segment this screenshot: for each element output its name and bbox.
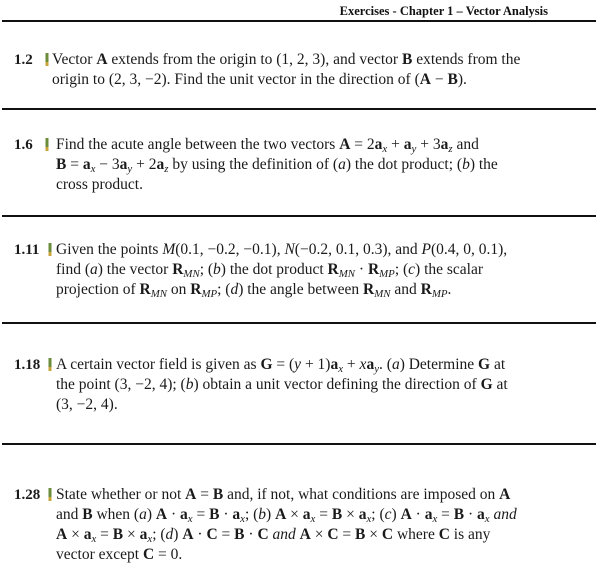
edit-marker-icon: [47, 243, 53, 256]
problem-number: 1.6: [14, 137, 33, 153]
problem-text: [52, 50, 520, 90]
problem-line: origin to (2, 3, −2). Find the unit vector in the direction of (A − B).: [52, 71, 467, 88]
problem-line: cross product.: [56, 176, 143, 193]
section-rule: [2, 443, 596, 445]
problem-line: Find the acute angle between the two vectors $A = 2a_x + a_y + 3a_z$ and: [56, 136, 479, 155]
problem-line: Vector A extends from the origin to (1, 2, 3), and vector B extends from the: [52, 51, 521, 68]
edit-marker-icon: [47, 488, 53, 501]
problem-text: [56, 240, 507, 300]
problem-number: 1.2: [14, 52, 33, 68]
problem-line: vector except C = 0.: [56, 546, 183, 563]
problem-number: 1.28: [14, 487, 41, 503]
problem-text: [56, 355, 508, 415]
problem-line: State whether or not A = B and, if not, what conditions are imposed on A: [56, 486, 511, 503]
problem-line: and B when (a) $A \cdot a_x = B \cdot a_x$; (b) $A \times a_x = B \times a_x$; (c) $A \cdot a_x = B \cdot a_x$ and: [56, 506, 517, 525]
problem-text: [56, 485, 517, 565]
problem-text: [56, 135, 498, 195]
problem-number: 1.11: [14, 242, 40, 258]
problem-line: (3, −2, 4).: [56, 396, 118, 413]
edit-marker-icon: [44, 53, 50, 66]
edit-marker-icon: [44, 138, 50, 151]
problem-line: $B = a_x - 3a_y + 2a_z$ by using the definition of (a) the dot product; (b) the: [56, 156, 498, 175]
edit-marker-icon: [47, 358, 53, 371]
page-header: Exercises - Chapter 1 – Vector Analysis: [339, 4, 548, 18]
problem-number: 1.18: [14, 357, 41, 373]
problem-line: the point (3, −2, 4); (b) obtain a unit vector defining the direction of G at: [56, 376, 508, 393]
section-rule: [2, 108, 596, 110]
section-rule: [2, 322, 596, 324]
section-rule: [2, 215, 596, 217]
problem-line: A certain vector field is given as $G = (y + 1)a_x + xa_y$. (a) Determine G at: [56, 356, 506, 375]
problem-line: $A \times a_x = B \times a_x$; (d) A · C = B · C and A × C = B × C where C is any: [56, 526, 491, 545]
problem-line: Given the points M(0.1, −0.2, −0.1), N(−0.2, 0.1, 0.3), and P(0.4, 0, 0.1),: [56, 241, 508, 258]
problem-line: find (a) the vector $R_{MN}$; (b) the dot product $R_{MN} \cdot R_{MP}$; (c) the scalar: [56, 261, 484, 280]
header-rule: [2, 20, 596, 22]
problem-line: projection of $R_{MN}$ on $R_{MP}$; (d) the angle between $R_{MN}$ and $R_{MP}$.: [56, 281, 452, 300]
